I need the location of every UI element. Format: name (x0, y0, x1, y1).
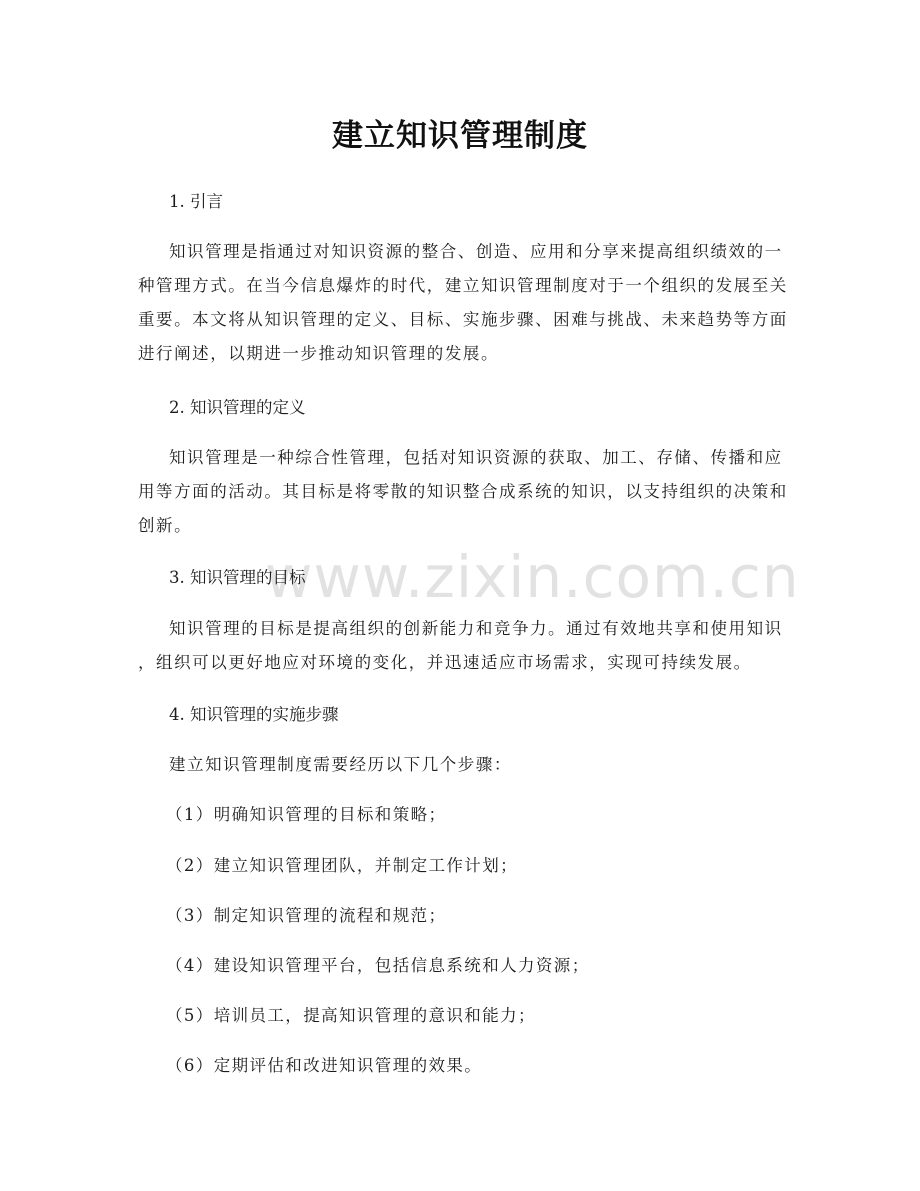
step-item: （3）制定知识管理的流程和规范； (166, 906, 447, 925)
step-item: （6）定期评估和改进知识管理的效果。 (166, 1056, 483, 1075)
paragraph-line: 种管理方式。在当今信息爆炸的时代，建立知识管理制度对于一个组织的发展至关 (138, 276, 788, 295)
paragraph-line: 知识管理是一种综合性管理，包括对知识资源的获取、加工、存储、传播和应 (169, 448, 783, 467)
paragraph-line: 建立知识管理制度需要经历以下几个步骤： (169, 755, 512, 774)
section-heading-intro: 1. 引言 (169, 192, 223, 211)
paragraph-line: 知识管理的目标是提高组织的创新能力和竞争力。通过有效地共享和使用知识 (169, 619, 783, 638)
step-item: （5）培训员工，提高知识管理的意识和能力； (166, 1006, 536, 1025)
step-item: （4）建设知识管理平台，包括信息系统和人力资源； (166, 956, 590, 975)
paragraph-line: ，组织可以更好地应对环境的变化，并迅速适应市场需求，实现可持续发展。 (138, 653, 752, 672)
watermark: www.zixin.com.cn (265, 543, 800, 611)
page-title: 建立知识管理制度 (332, 118, 588, 154)
section-heading-definition: 2. 知识管理的定义 (169, 398, 306, 417)
paragraph-line: 知识管理是指通过对知识资源的整合、创造、应用和分享来提高组织绩效的一 (169, 242, 783, 261)
step-item: （2）建立知识管理团队，并制定工作计划； (166, 856, 518, 875)
paragraph-line: 进行阐述，以期进一步推动知识管理的发展。 (138, 344, 499, 363)
section-heading-steps: 4. 知识管理的实施步骤 (169, 705, 339, 724)
paragraph-line: 用等方面的活动。其目标是将零散的知识整合成系统的知识，以支持组织的决策和 (138, 482, 788, 501)
step-item: （1）明确知识管理的目标和策略； (166, 805, 447, 824)
section-heading-goals: 3. 知识管理的目标 (169, 568, 306, 587)
paragraph-line: 重要。本文将从知识管理的定义、目标、实施步骤、困难与挑战、未来趋势等方面 (138, 310, 788, 329)
paragraph-line: 创新。 (138, 516, 193, 535)
